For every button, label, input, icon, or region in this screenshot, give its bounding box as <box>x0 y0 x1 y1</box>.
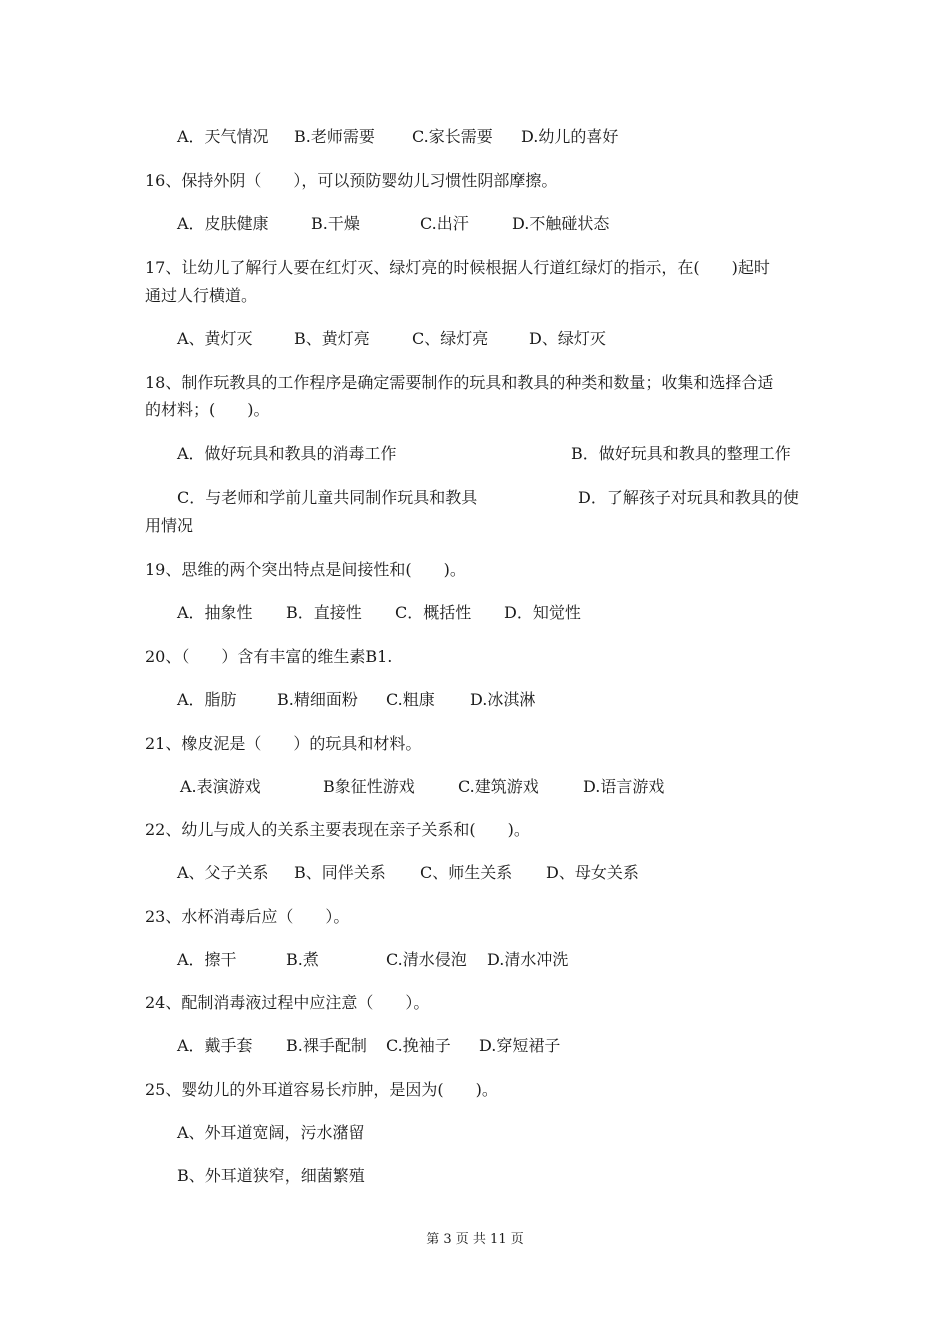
option-a: A．抽象性 <box>177 603 253 622</box>
option-c: C.家长需要 <box>412 127 493 146</box>
question-21: 21、橡皮泥是（ ）的玩具和材料。 <box>145 734 422 753</box>
option-d: D.穿短裙子 <box>479 1036 561 1055</box>
question-17: 17、让幼儿了解行人要在红灯灭、绿灯亮的时候根据人行道红绿灯的指示，在( )起时 <box>145 258 770 277</box>
option-a: A．擦干 <box>177 950 237 969</box>
option-d: D、母女关系 <box>546 863 639 882</box>
options-q18-cont: 用情况 <box>145 516 194 535</box>
option-b: B、外耳道狭窄，细菌繁殖 <box>177 1166 365 1185</box>
option-b: B.精细面粉 <box>277 690 358 709</box>
option-d: D.幼儿的喜好 <box>521 127 619 146</box>
question-25: 25、婴幼儿的外耳道容易长疖肿，是因为( )。 <box>145 1080 498 1099</box>
option-b: B.老师需要 <box>294 127 375 146</box>
option-b: B.干燥 <box>311 214 360 233</box>
option-b: B、同伴关系 <box>294 863 386 882</box>
option-a: A．戴手套 <box>177 1036 253 1055</box>
option-c: C.挽袖子 <box>386 1036 451 1055</box>
option-a: A、外耳道宽阔，污水潴留 <box>177 1123 365 1142</box>
option-d: D、绿灯灭 <box>529 329 606 348</box>
option-a: A．做好玩具和教具的消毒工作 <box>177 444 397 463</box>
option-a: A、父子关系 <box>177 863 269 882</box>
option-c: C.出汗 <box>420 214 469 233</box>
option-b: B.裸手配制 <box>286 1036 367 1055</box>
option-c: C、师生关系 <box>420 863 513 882</box>
option-d: D.清水冲洗 <box>487 950 569 969</box>
option-b: B．做好玩具和教具的整理工作 <box>571 444 791 463</box>
question-23: 23、水杯消毒后应（ ）。 <box>145 907 350 926</box>
option-d: D.冰淇淋 <box>470 690 536 709</box>
option-b: B、黄灯亮 <box>294 329 370 348</box>
option-d: D.不触碰状态 <box>512 214 610 233</box>
option-c: C、绿灯亮 <box>412 329 489 348</box>
option-c: C.粗康 <box>386 690 435 709</box>
option-a: A．天气情况 <box>177 127 269 146</box>
option-d: D．了解孩子对玩具和教具的使 <box>578 488 799 507</box>
option-b: B.煮 <box>286 950 319 969</box>
option-c: C．概括性 <box>395 603 472 622</box>
option-a: A．脂肪 <box>177 690 237 709</box>
question-18: 18、制作玩教具的工作程序是确定需要制作的玩具和教具的种类和数量；收集和选择合适 <box>145 373 774 392</box>
option-a: A、黄灯灭 <box>177 329 253 348</box>
option-b: B象征性游戏 <box>323 777 415 796</box>
page-footer: 第 3 页 共 11 页 <box>426 1232 524 1247</box>
option-b: B．直接性 <box>286 603 362 622</box>
option-c: C.清水侵泡 <box>386 950 467 969</box>
option-a: A．皮肤健康 <box>177 214 269 233</box>
question-20: 20、（ ）含有丰富的维生素B1. <box>145 647 393 666</box>
option-c: C.建筑游戏 <box>458 777 539 796</box>
question-17-cont: 通过人行横道。 <box>145 286 258 305</box>
option-d: D.语言游戏 <box>583 777 665 796</box>
option-a: A.表演游戏 <box>180 777 261 796</box>
question-18-cont: 的材料；( )。 <box>145 400 270 419</box>
question-24: 24、配制消毒液过程中应注意（ ）。 <box>145 993 430 1012</box>
option-d: D．知觉性 <box>504 603 581 622</box>
option-c: C．与老师和学前儿童共同制作玩具和教具 <box>177 488 478 507</box>
question-16: 16、保持外阴（ ），可以预防婴幼儿习惯性阴部摩擦。 <box>145 171 558 190</box>
question-19: 19、思维的两个突出特点是间接性和( )。 <box>145 560 466 579</box>
question-22: 22、幼儿与成人的关系主要表现在亲子关系和( )。 <box>145 820 530 839</box>
